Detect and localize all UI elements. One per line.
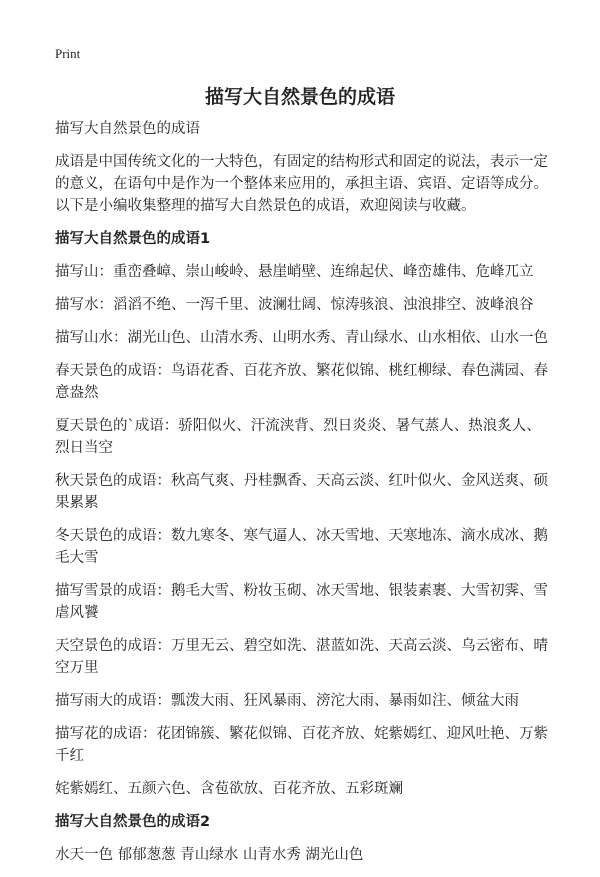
section-heading-1: 描写大自然景色的成语1 <box>55 231 211 247</box>
idiom-line: 描写雪景的成语：鹅毛大雪、粉妆玉砌、冰天雪地、银装素裹、大雪初霁、雪虐风饕 <box>55 583 548 621</box>
idiom-line: 冬天景色的成语：数九寒冬、寒气逼人、冰天雪地、天寒地冻、滴水成冰、鹅毛大雪 <box>55 528 548 566</box>
idiom-line: 姹紫嫣红、五颜六色、含苞欲放、百花齐放、五彩斑斓 <box>55 781 403 797</box>
idiom-line: 夏天景色的`成语：骄阳似火、汗流浃背、烈日炎炎、暑气蒸人、热浪炙人、烈日当空 <box>55 418 541 456</box>
idiom-line: 描写山水：湖光山色、山清水秀、山明水秀、青山绿水、山水相依、山水一色 <box>55 330 548 346</box>
article-body <box>55 118 555 877</box>
idiom-line: 描写雨大的成语：瓢泼大雨、狂风暴雨、滂沱大雨、暴雨如注、倾盆大雨 <box>55 693 519 709</box>
intro-paragraph: 成语是中国传统文化的一大特色，有固定的结构形式和固定的说法，表示一定的意义，在语句中是作为一个整体来应用的，承担主语、宾语、定语等成分。以下是小编收集整理的描写大自然景色的成语，欢迎阅读与收藏。 <box>55 154 548 214</box>
subtitle: 描写大自然景色的成语 <box>55 121 200 137</box>
print-link[interactable]: Print <box>55 46 81 61</box>
idiom-line: 秋天景色的成语：秋高气爽、丹桂飘香、天高云淡、红叶似火、金风送爽、硕果累累 <box>55 473 548 511</box>
page-title: 描写大自然景色的成语 <box>204 86 395 108</box>
idiom-line: 天空景色的成语：万里无云、碧空如洗、湛蓝如洗、天高云淡、乌云密布、晴空万里 <box>55 638 548 676</box>
idiom-line: 描写花的成语：花团锦簇、繁花似锦、百花齐放、姹紫嫣红、迎风吐艳、万紫千红 <box>55 726 548 764</box>
section-heading-2: 描写大自然景色的成语2 <box>55 814 211 830</box>
idiom-line: 描写山：重峦叠嶂、崇山峻岭、悬崖峭壁、连绵起伏、峰峦雄伟、危峰兀立 <box>55 264 534 280</box>
idiom-line: 水天一色 郁郁葱葱 青山绿水 山青水秀 湖光山色 <box>55 847 364 863</box>
idiom-line: 春天景色的成语：鸟语花香、百花齐放、繁花似锦、桃红柳绿、春色满园、春意盎然 <box>55 363 548 401</box>
idiom-line: 描写水：滔滔不绝、一泻千里、波澜壮阔、惊涛骇浪、浊浪排空、波峰浪谷 <box>55 297 534 313</box>
